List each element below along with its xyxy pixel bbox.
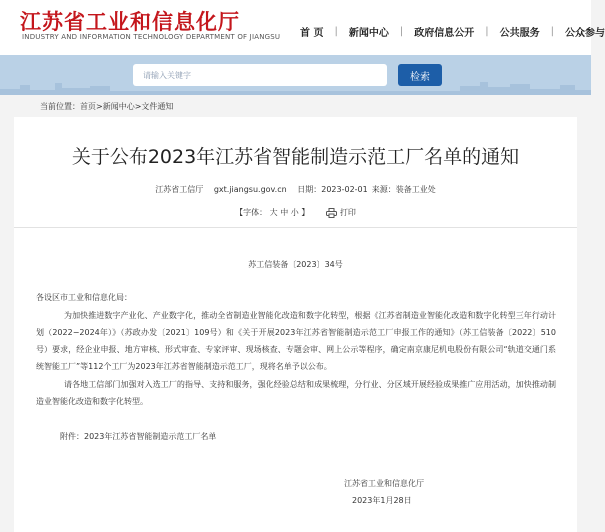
article-title: 关于公布2023年江苏省智能制造示范工厂名单的通知 [71,146,520,168]
article-divider [14,227,577,228]
breadcrumb-label: 当前位置： [40,102,80,111]
breadcrumb-news[interactable]: 新闻中心 [102,102,135,111]
font-size-close: 】 [301,208,310,217]
article-panel [14,117,577,532]
nav-separator: | [334,26,338,37]
breadcrumb-notices[interactable]: 文件通知 [141,102,174,111]
nav-item-news[interactable]: 新闻中心 [348,28,389,39]
nav-separator: | [485,26,489,37]
nav-separator: | [399,26,404,37]
meta-from: 来源：装备工业处 [371,185,436,194]
breadcrumb-separator: > [134,102,142,111]
font-size-control [235,207,309,218]
main-nav [300,24,605,39]
nav-item-participation[interactable]: 公众参与 [564,28,605,39]
print-button[interactable] [326,207,356,218]
paragraph-1: 为加快推进数字产业化、产业数字化，推动全省制造业智能化改造和数字化转型，根据《江苏省制造业智能化改造和数字化转型三年行动计划（2022−2024年）》（苏政办发〔2021〕109号）和《关于开展2023年江苏省智能制造示范工厂申报工作的通知》（苏工信装备〔2022〕510号）要求，经企业申报、地方审核、形式审查、专家评审、现场核查、专题会审、网上公示等程序，确定南京康尼机电股份有限公司“轨道交通门系统智能工厂”等112个工厂为2023年江苏省智能制造示范工厂，现将名单予以公布。 [36,311,556,371]
meta-date: 日期：2023-02-01 [297,185,368,194]
document-number: 苏工信装备〔2023〕34号 [248,260,343,269]
font-size-medium-button[interactable]: 中 [280,208,289,217]
site-logo-title[interactable]: 江苏省工业和信息化厅 [20,10,240,34]
nav-item-public-service[interactable]: 公共服务 [499,28,540,39]
nav-item-gov-info[interactable]: 政府信息公开 [414,28,475,39]
site-logo-subtitle: INDUSTRY AND INFORMATION TECHNOLOGY DEPARTMENT OF JIANGSU [22,33,281,41]
site-header [0,0,605,55]
font-size-large-button[interactable]: 大 [269,208,278,217]
nav-separator: | [550,26,554,37]
article-tools [14,207,577,218]
breadcrumb-home[interactable]: 首页 [80,102,96,111]
font-size-label: 【字体： [235,208,268,217]
paragraph-2: 请各地工信部门加强对入选工厂的指导、支持和服务，强化经验总结和成果梳理，分行业、分区域开展经验成果推广应用活动，加快推动制造业智能化改造和数字化转型。 [36,380,556,406]
print-label: 打印 [339,208,356,217]
search-band [0,55,591,95]
font-size-small-button[interactable]: 小 [290,208,299,217]
attachment-link[interactable]: 附件：2023年江苏省智能制造示范工厂名单 [60,432,217,441]
signature-date: 2023年1月28日 [352,496,412,505]
search-input[interactable] [133,64,387,86]
signature-organization: 江苏省工业和信息化厅 [344,479,424,488]
breadcrumb [40,101,173,112]
article-meta [14,184,577,195]
salutation: 各设区市工业和信息化局： [36,293,132,302]
meta-site[interactable]: gxt.jiangsu.gov.cn [213,185,287,194]
nav-item-home[interactable]: 首 页 [300,28,324,39]
printer-icon [326,208,337,218]
breadcrumb-separator: > [96,102,103,111]
meta-source: 江苏省工信厅 [155,185,204,194]
search-button[interactable]: 检索 [398,64,442,86]
